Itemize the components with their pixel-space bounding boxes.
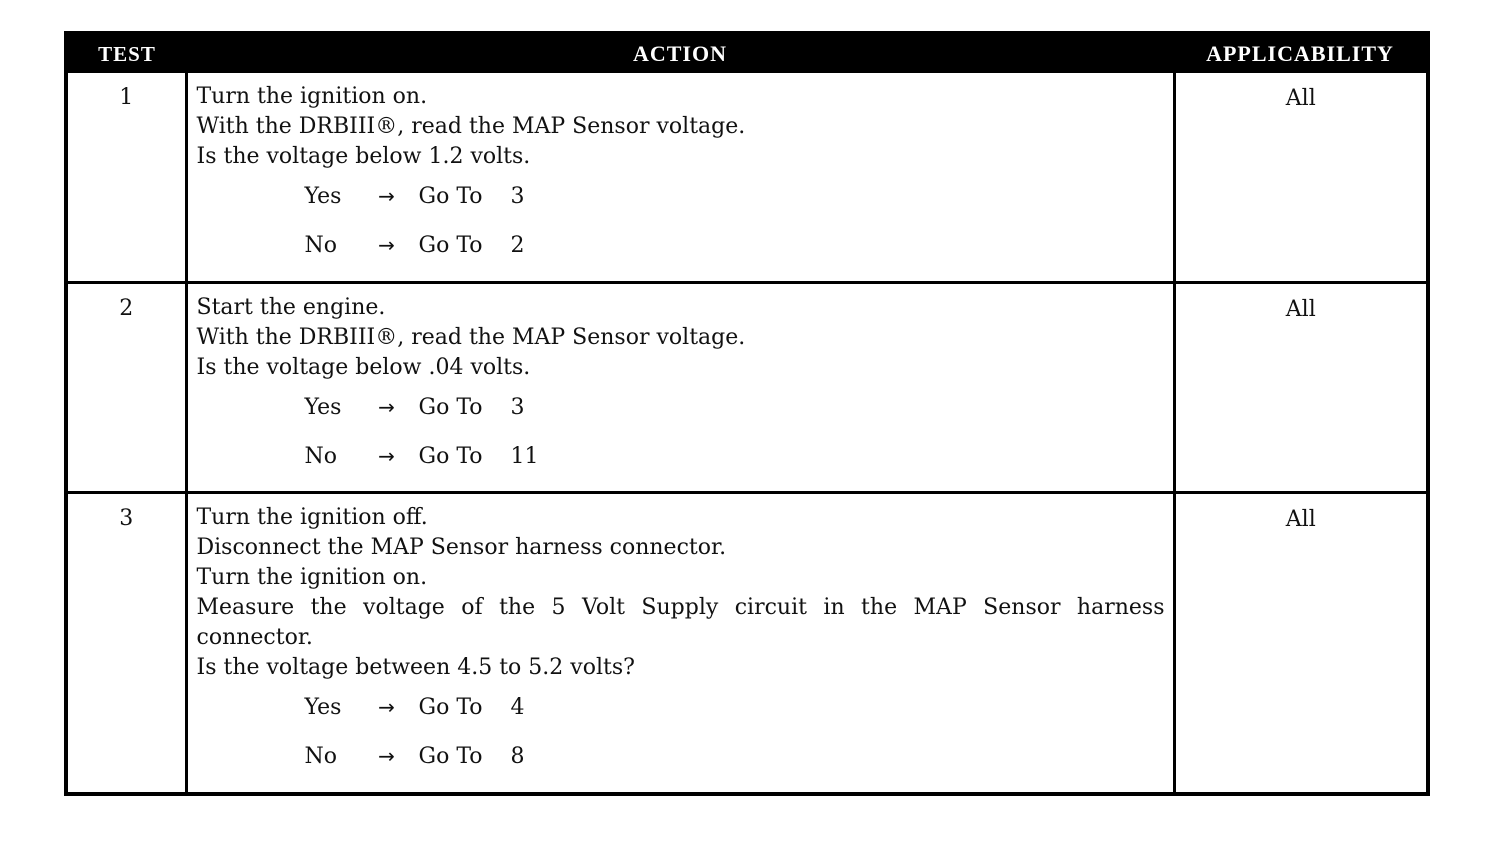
branch-goto: Go To [418, 694, 483, 720]
action-line: Is the voltage below 1.2 volts. [196, 144, 531, 169]
action-line: Start the engine. [196, 294, 386, 320]
branch-no [197, 221, 1165, 270]
table-row [68, 73, 1426, 282]
action-line: Turn the ignition on. [196, 564, 428, 590]
table-row [68, 282, 1426, 492]
test-number-cell [68, 282, 186, 492]
action-line: Disconnect the MAP Sensor harness connector. [196, 534, 727, 560]
branch-target: 11 [510, 443, 539, 469]
right-arrow-icon: → [378, 743, 395, 768]
right-arrow-icon: → [378, 394, 395, 419]
header-action: ACTION [632, 41, 727, 66]
diagnostic-test-table [64, 31, 1430, 796]
applicability-value: All [1285, 506, 1316, 532]
branch-yes [197, 172, 1165, 221]
branch-target: 3 [510, 184, 525, 209]
branch-answer: No [304, 743, 337, 769]
applicability-value: All [1285, 296, 1316, 322]
applicability-cell [1174, 492, 1426, 792]
branch-goto: Go To [418, 233, 483, 258]
branch-target: 4 [510, 694, 525, 720]
branch-goto: Go To [418, 443, 483, 469]
test-table [68, 35, 1426, 792]
table-row [68, 492, 1426, 792]
branch-no [197, 432, 1165, 481]
applicability-cell [1174, 73, 1426, 282]
right-arrow-icon: → [378, 443, 395, 468]
branch-target: 2 [510, 233, 525, 258]
action-line: Measure the voltage of the 5 Volt Supply circuit in the MAP Sensor harness connector. [196, 594, 1165, 650]
test-number-cell [68, 73, 186, 282]
action-line: Is the voltage below .04 volts. [196, 354, 531, 380]
action-line: Is the voltage between 4.5 to 5.2 volts? [196, 654, 635, 680]
action-line: With the DRBIII®, read the MAP Sensor voltage. [196, 114, 746, 139]
branch-answer: Yes [304, 394, 342, 420]
branch-yes [197, 383, 1165, 432]
branch-answer: No [304, 233, 337, 258]
branch-goto: Go To [418, 184, 483, 209]
applicability-cell [1174, 282, 1426, 492]
action-cell [186, 282, 1174, 492]
action-line: Turn the ignition off. [196, 504, 428, 530]
header-row [68, 35, 1426, 73]
branch-goto: Go To [418, 743, 483, 769]
branch-target: 8 [510, 743, 525, 769]
right-arrow-icon: → [378, 694, 395, 719]
branch-yes [197, 683, 1165, 732]
branch-answer: Yes [304, 694, 342, 720]
applicability-value: All [1285, 86, 1316, 111]
action-line: With the DRBIII®, read the MAP Sensor voltage. [196, 324, 746, 350]
branch-target: 3 [510, 394, 525, 420]
branch-no [197, 732, 1165, 781]
header-applicability: APPLICABILITY [1206, 41, 1394, 66]
action-cell [186, 492, 1174, 792]
test-number: 3 [119, 505, 134, 531]
action-cell [186, 73, 1174, 282]
branch-goto: Go To [418, 394, 483, 420]
test-number: 1 [119, 85, 134, 110]
branch-answer: No [304, 443, 337, 469]
right-arrow-icon: → [378, 233, 395, 257]
header-test: TEST [98, 41, 156, 66]
branch-answer: Yes [304, 184, 342, 209]
test-number-cell [68, 492, 186, 792]
right-arrow-icon: → [378, 184, 395, 208]
action-line: Turn the ignition on. [196, 84, 428, 109]
test-number: 2 [119, 295, 134, 321]
